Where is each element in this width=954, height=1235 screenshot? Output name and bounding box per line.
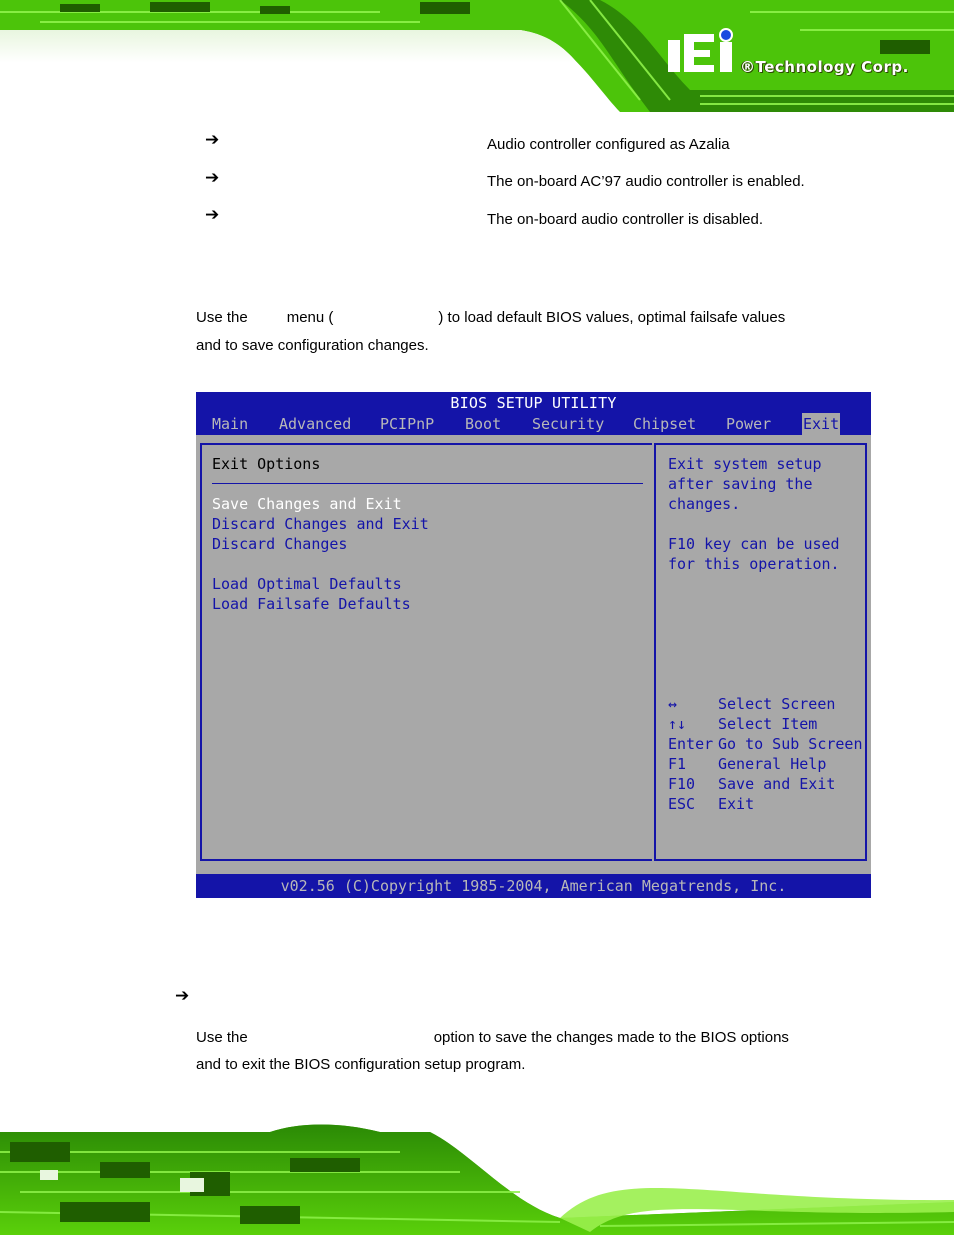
option-description: The on-board audio controller is disabled.	[487, 211, 763, 228]
bios-item-save-changes-and-exit[interactable]: Save Changes and Exit	[212, 495, 402, 513]
bios-section-title: Exit Options	[212, 455, 321, 473]
bios-key-action: Select Item	[718, 715, 818, 733]
bios-help-text: after saving the	[668, 475, 813, 493]
header-circuit-board-banner	[0, 0, 954, 112]
bios-key-action: General Help	[718, 755, 827, 773]
bios-menu-security[interactable]: Security	[532, 415, 605, 433]
bios-title-bar: BIOS SETUP UTILITY	[196, 392, 871, 413]
bios-help-text: changes.	[668, 495, 741, 513]
bios-item-load-optimal-defaults[interactable]: Load Optimal Defaults	[212, 575, 402, 593]
bios-menu-exit[interactable]: Exit	[803, 415, 840, 433]
bios-help-text: Exit system setup	[668, 455, 822, 473]
bios-section-separator	[212, 483, 643, 484]
section2-paragraph-line1: Use the option to save the changes made to the BIOS options	[196, 1029, 789, 1046]
bios-setup-screenshot	[196, 392, 871, 898]
bios-help-text: for this operation.	[668, 555, 840, 573]
bios-help-text: F10 key can be used	[668, 535, 840, 553]
intro-paragraph-line2: and to save configuration changes.	[196, 337, 429, 354]
bios-menu-advanced[interactable]: Advanced	[279, 415, 352, 433]
option-description: The on-board AC’97 audio controller is enabled.	[487, 173, 805, 190]
section2-paragraph-line2: and to exit the BIOS configuration setup program.	[196, 1056, 526, 1073]
section-arrow-icon: ➔	[175, 986, 190, 1006]
bios-panel-divider	[654, 443, 656, 861]
bios-menu-chipset[interactable]: Chipset	[633, 415, 697, 433]
bios-key-name: F10	[668, 775, 696, 793]
bios-menu-pcipnp[interactable]: PCIPnP	[380, 415, 435, 433]
bios-copyright-footer: v02.56 (C)Copyright 1985-2004, American Megatrends, Inc.	[196, 874, 871, 898]
bios-menu-boot[interactable]: Boot	[465, 415, 502, 433]
option-arrow-icon: ➔	[205, 130, 220, 150]
bios-menu-main[interactable]: Main	[212, 415, 249, 433]
bios-menu-power[interactable]: Power	[726, 415, 772, 433]
bios-key-name: ESC	[668, 795, 696, 813]
company-logo-text: ®Technology Corp.	[740, 58, 909, 76]
bios-item-discard-changes[interactable]: Discard Changes	[212, 535, 348, 553]
bios-item-load-failsafe-defaults[interactable]: Load Failsafe Defaults	[212, 595, 411, 613]
bios-key-action: Save and Exit	[718, 775, 836, 793]
option-description: Audio controller configured as Azalia	[487, 136, 730, 153]
intro-paragraph-line1: Use the menu ( ) to load default BIOS values, optimal failsafe values	[196, 309, 786, 326]
footer-circuit-board-banner	[0, 1122, 954, 1235]
option-arrow-icon: ➔	[205, 205, 220, 225]
bios-key-name: Enter	[668, 735, 714, 753]
bios-item-discard-changes-and-exit[interactable]: Discard Changes and Exit	[212, 515, 429, 533]
bios-key-name: ↑↓	[668, 715, 687, 733]
bios-key-action: Exit	[718, 795, 755, 813]
bios-key-name: F1	[668, 755, 687, 773]
bios-menu-bar	[196, 413, 871, 435]
bios-key-action: Go to Sub Screen	[718, 735, 863, 753]
bios-key-name: ↔	[668, 695, 678, 713]
option-arrow-icon: ➔	[205, 168, 220, 188]
bios-key-action: Select Screen	[718, 695, 836, 713]
